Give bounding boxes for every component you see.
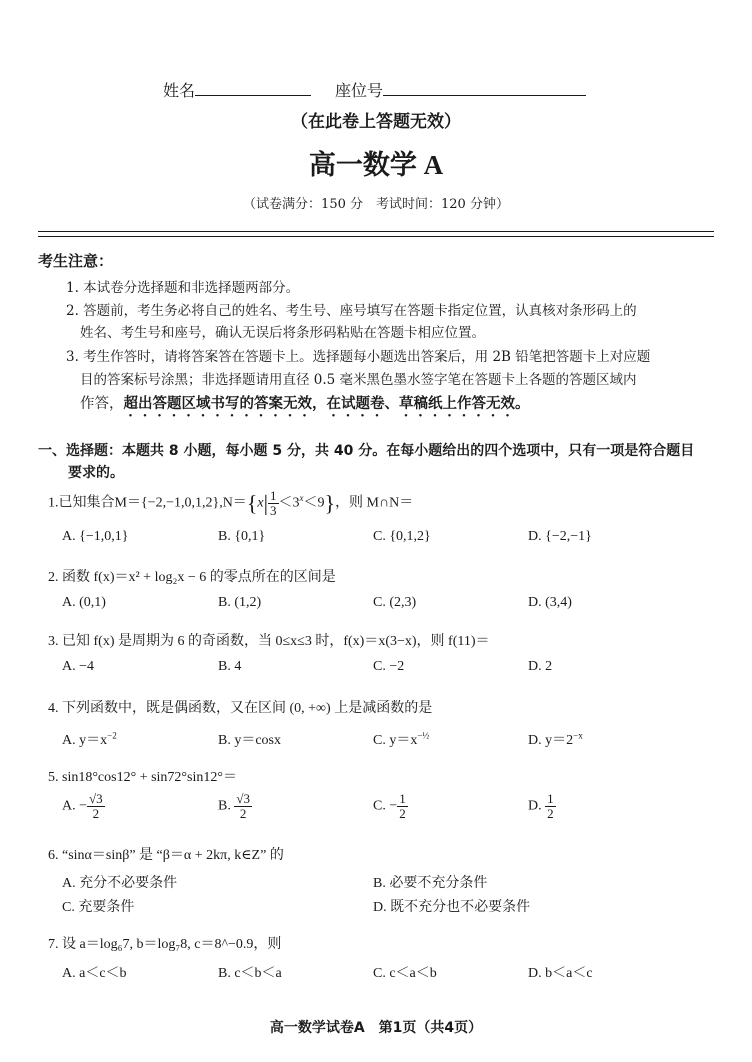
instruction-item-2: 2. 答题前，考生务必将自己的姓名、考生号、座号填写在答题卡指定位置，认真核对条形码上的: [66, 303, 637, 319]
q7-option-a[interactable]: A. a＜c＜b: [62, 966, 127, 981]
frac-den: 3: [270, 503, 277, 518]
fraction-one-third: [268, 489, 279, 518]
set-n-end: ＜9: [303, 495, 325, 511]
option-label: B.: [218, 798, 231, 814]
question-3-stem: 3. 已知 f(x) 是周期为 6 的奇函数，当 0≤x≤3 时，f(x)＝x(3−x)，则 f(11)＝: [48, 634, 490, 649]
instruction-item-3-end: [80, 392, 530, 420]
option-fraction: [87, 792, 105, 821]
frac-den: 2: [399, 806, 406, 821]
q4-option-c[interactable]: [373, 729, 429, 749]
option-text: D. y＝2: [528, 733, 574, 748]
q4-option-a[interactable]: [62, 729, 117, 749]
exam-info: （试卷满分：150 分 考试时间：120 分钟）: [243, 197, 509, 212]
set-n-label: N＝: [222, 495, 247, 511]
q5-option-c[interactable]: [373, 792, 408, 821]
q4-option-d[interactable]: [528, 729, 583, 749]
set-n-cond: ＜3: [278, 495, 300, 511]
q6-option-b[interactable]: B. 必要不充分条件: [373, 876, 488, 891]
q7-option-d[interactable]: D. b＜a＜c: [528, 966, 593, 981]
exam-notice: （在此卷上答题无效）: [291, 112, 461, 132]
name-field: [163, 78, 311, 101]
q2-option-b[interactable]: B. (1,2): [218, 595, 262, 610]
page-footer: 高一数学试卷A 第1页（共4页）: [269, 1020, 483, 1036]
q1-option-d[interactable]: D. {−2,−1}: [528, 529, 592, 544]
q5-option-d[interactable]: [528, 792, 556, 821]
name-blank: [195, 81, 311, 96]
q6-option-a[interactable]: A. 充分不必要条件: [62, 876, 178, 891]
frac-den: 2: [547, 806, 554, 821]
q1-option-c[interactable]: C. {0,1,2}: [373, 529, 431, 544]
set-n-var: x: [257, 495, 264, 511]
question-2-stem: 2. 函数 f(x)＝x² + log₂x − 6 的零点所在的区间是: [48, 570, 336, 585]
question-text: 已知集合: [58, 495, 115, 511]
page-title: 高一数学 A: [308, 150, 444, 180]
seat-field: [335, 78, 586, 101]
section-title-cont: 要求的。: [68, 465, 124, 481]
question-1-stem: 1.已知集合M＝{−2,−1,0,1,2},N＝{x| $\frac{1}{3}$ $<3^x<9$}，则 M∩N＝: [48, 488, 414, 518]
instructions-heading: 考生注意：: [38, 252, 114, 270]
q3-option-a[interactable]: A. −4: [62, 659, 95, 674]
seat-label: 座位号: [335, 81, 384, 100]
q2-option-c[interactable]: C. (2,3): [373, 595, 417, 610]
question-4-stem: 4. 下列函数中，既是偶函数，又在区间 (0, +∞) 上是减函数的是: [48, 701, 433, 716]
question-5-stem: 5. sin18°cos12° + sin72°sin12°＝: [48, 770, 237, 785]
instruction-item-2-cont: 姓名、考生号和座号，确认无误后将条形码粘贴在答题卡相应位置。: [80, 325, 485, 341]
option-fraction: [234, 792, 252, 821]
q2-option-d[interactable]: D. (3,4): [528, 595, 572, 610]
q3-option-d[interactable]: D. 2: [528, 659, 553, 674]
q1-option-b[interactable]: B. {0,1}: [218, 529, 266, 544]
question-6-stem: 6. “sinα＝sinβ” 是 “β＝α + 2kπ, k∈Z” 的: [48, 848, 284, 863]
question-7-stem: 7. 设 a＝log₆7, b＝log₇8, c＝8^−0.9，则: [48, 937, 282, 952]
instruction-item-1: 1. 本试卷分选择题和非选择题两部分。: [66, 280, 300, 296]
q3-option-b[interactable]: B. 4: [218, 659, 242, 674]
section-title: 一、选择题：本题共 8 小题，每小题 5 分，共 40 分。在每小题给出的四个选项中，只有一项是符合题目: [38, 443, 695, 459]
q7-option-c[interactable]: C. c＜a＜b: [373, 966, 437, 981]
option-label: D.: [528, 798, 542, 814]
option-exp: −x: [573, 730, 583, 741]
option-text: A. y＝x: [62, 733, 108, 748]
option-label: C.: [373, 798, 386, 814]
q5-option-b[interactable]: [218, 792, 252, 821]
option-text: C. y＝x: [373, 733, 418, 748]
frac-num: 1: [270, 488, 277, 503]
exponent: x: [299, 493, 304, 504]
option-sign: −: [79, 798, 88, 814]
divider-bottom: [38, 236, 714, 237]
frac-num: 1: [399, 791, 406, 806]
q2-option-a[interactable]: A. (0,1): [62, 595, 106, 610]
instruction-item-3: 3. 考生作答时，请将答案答在答题卡上。选择题每小题选出答案后，用 2B 铅笔把答题卡上对应题: [66, 349, 651, 365]
q4-option-b[interactable]: B. y＝cosx: [218, 733, 281, 748]
q3-option-c[interactable]: C. −2: [373, 659, 405, 674]
instruction-warning: 超出答题区域书写的答案无效，在试题卷、草稿纸上作答无效。: [123, 396, 530, 412]
option-fraction: [545, 792, 556, 821]
question-suffix: ，则 M∩N＝: [335, 495, 414, 511]
frac-num: 1: [547, 791, 554, 806]
option-exp: −½: [417, 730, 430, 741]
set-m: M＝{−2,−1,0,1,2}: [114, 495, 220, 511]
divider-top: [38, 231, 714, 232]
option-label: A.: [62, 798, 76, 814]
name-label: 姓名: [163, 81, 196, 100]
q6-option-d[interactable]: D. 既不充分也不必要条件: [373, 900, 531, 915]
option-fraction: [397, 792, 408, 821]
q1-option-a[interactable]: A. {−1,0,1}: [62, 529, 129, 544]
instruction-item-3-cont: 目的答案标号涂黑；非选择题请用直径 0.5 毫米黑色墨水签字笔在答题卡上各题的答题区域内: [80, 372, 637, 388]
seat-blank: [383, 81, 586, 96]
frac-num: √3: [236, 791, 250, 806]
option-exp: −2: [107, 730, 117, 741]
frac-den: 2: [92, 806, 100, 821]
frac-den: 2: [239, 806, 247, 821]
option-sign: −: [389, 798, 398, 814]
question-number: 1.: [48, 495, 59, 511]
frac-num: √3: [89, 791, 103, 806]
q7-option-b[interactable]: B. c＜b＜a: [218, 966, 282, 981]
q5-option-a[interactable]: [62, 792, 105, 821]
instruction-item-3-plain: 作答，: [80, 396, 124, 412]
q6-option-c[interactable]: C. 充要条件: [62, 900, 135, 915]
